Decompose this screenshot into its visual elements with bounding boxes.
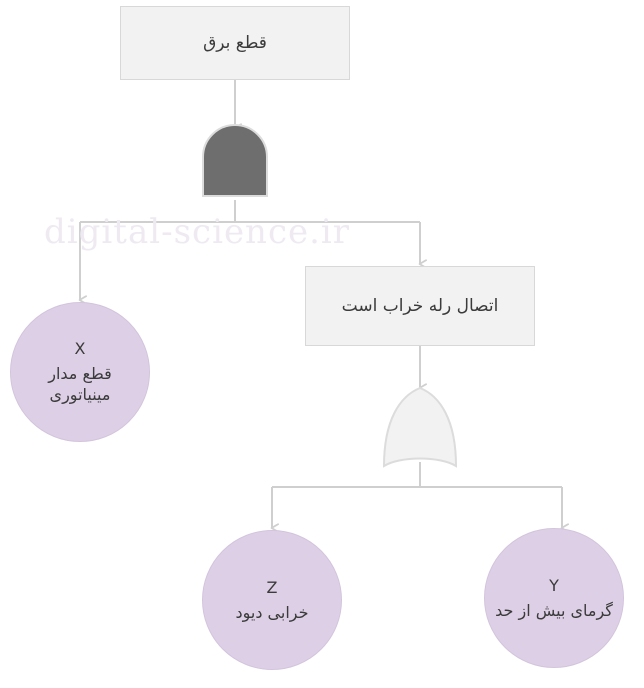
node-basic-y-id: Y bbox=[549, 575, 559, 595]
node-basic-x-label: قطع مدار مینیاتوری bbox=[48, 363, 112, 405]
node-relay-event-label: اتصال رله خراب است bbox=[341, 295, 499, 316]
or-gate-icon bbox=[384, 388, 456, 466]
watermark-text: digital-science.ir bbox=[44, 212, 351, 252]
node-basic-x-id: X bbox=[74, 339, 86, 359]
node-basic-y-label: گرمای بیش از حد bbox=[495, 600, 613, 620]
node-basic-x[interactable] bbox=[10, 302, 150, 442]
node-top-event[interactable] bbox=[120, 6, 350, 80]
and-gate-icon bbox=[203, 125, 267, 196]
node-basic-z-id: Z bbox=[266, 577, 278, 597]
node-top-event-label: قطع برق bbox=[203, 32, 267, 53]
node-basic-z[interactable] bbox=[202, 530, 342, 670]
node-relay-event[interactable] bbox=[305, 266, 535, 346]
node-basic-y[interactable] bbox=[484, 528, 624, 668]
node-basic-z-label: خرابی دیود bbox=[235, 602, 309, 622]
